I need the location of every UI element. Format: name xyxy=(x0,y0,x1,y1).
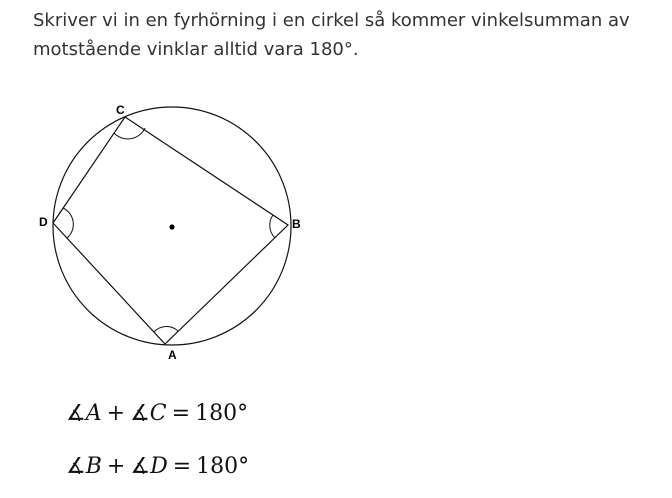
intro-text: Skriver vi in en fyrhörning i en cirkel så kommer vinkelsumman av motstående vinklar alltid vara 180°. xyxy=(33,10,630,60)
angle-symbol: ∡ xyxy=(130,454,151,479)
circle-center-point xyxy=(169,224,174,229)
formula-plus: + xyxy=(106,401,126,426)
formula-second-angle: C xyxy=(149,401,167,426)
angle-arc-a xyxy=(154,327,178,332)
formula-first-angle: A xyxy=(85,401,102,426)
angle-symbol: ∡ xyxy=(66,401,86,426)
formula-value: 180° xyxy=(195,401,249,426)
formula-first-angle: B xyxy=(85,454,102,479)
formula-second-angle: D xyxy=(150,454,168,479)
formula-equals: = xyxy=(171,401,191,426)
formula-plus: + xyxy=(106,454,126,479)
angle-arc-c xyxy=(114,128,145,139)
vertex-label-b: B xyxy=(292,217,301,231)
formula-b-plus-d xyxy=(66,454,249,479)
angle-symbol: ∡ xyxy=(130,401,150,426)
angle-arc-d xyxy=(63,208,73,238)
angle-symbol: ∡ xyxy=(66,454,86,479)
vertex-label-a: A xyxy=(168,348,177,362)
vertex-label-d: D xyxy=(39,215,48,229)
formula-a-plus-c xyxy=(66,401,248,426)
vertex-label-c: C xyxy=(116,103,125,117)
angle-arc-b xyxy=(270,215,275,238)
formula-value: 180° xyxy=(196,454,250,479)
formula-equals: = xyxy=(172,454,192,479)
